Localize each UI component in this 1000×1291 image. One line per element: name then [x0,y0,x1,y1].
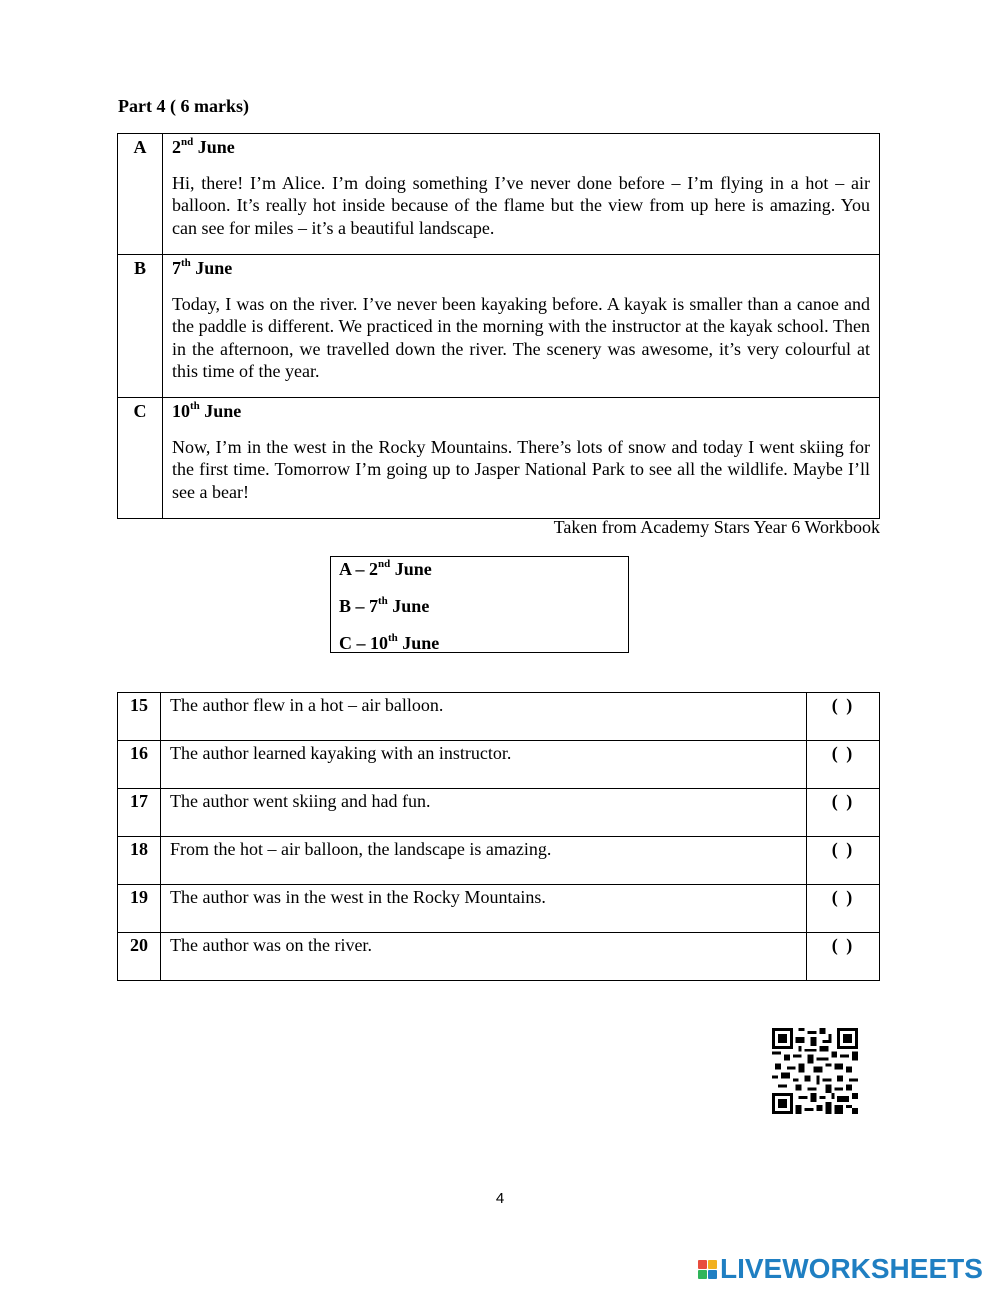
question-number: 15 [118,693,161,741]
question-number: 16 [118,741,161,789]
question-number: 20 [118,933,161,981]
answer-blank[interactable]: ( ) [807,885,880,933]
answer-blank[interactable]: ( ) [807,693,880,741]
liveworksheets-logo [698,1253,983,1285]
entry-text: Today, I was on the river. I’ve never been kayaking before. A kayak is smaller than a canoe and the paddle is different. We practiced in the morning with the instructor at the kayak school. Then in the afternoon, we travelled down the river. The scenery was awesome, it’s very colourful at this time of the year. [172,293,870,381]
key-item: A – 2nd June [339,558,432,579]
answer-blank[interactable]: ( ) [807,837,880,885]
diary-entries-table [117,133,880,519]
entry-letter: B [118,255,163,398]
answer-blank[interactable]: ( ) [807,789,880,837]
question-number: 17 [118,789,161,837]
question-statement: From the hot – air balloon, the landscape is amazing. [161,837,807,885]
page-number: 4 [495,1190,505,1207]
qr-code-icon [771,1028,859,1114]
question-statement: The author flew in a hot – air balloon. [161,693,807,741]
question-row [118,693,880,741]
question-row [118,741,880,789]
question-row [118,885,880,933]
question-row [118,837,880,885]
entry-date: 10th June [172,400,242,421]
question-number: 18 [118,837,161,885]
question-statement: The author went skiing and had fun. [161,789,807,837]
question-statement: The author learned kayaking with an instructor. [161,741,807,789]
question-number: 19 [118,885,161,933]
entry-date: 7th June [172,257,233,278]
part-title: Part 4 ( 6 marks) [118,96,249,116]
entry-body [163,134,880,255]
liveworksheets-wordmark: LIVEWORKSHEETS [720,1253,983,1284]
entry-date: 2nd June [172,136,235,157]
entry-row-b [118,255,880,398]
entry-body [163,255,880,398]
key-item: C – 10th June [339,632,440,653]
questions-table [117,692,880,981]
question-row [118,933,880,981]
key-item: B – 7th June [339,595,430,616]
entry-row-a [118,134,880,255]
question-row [118,789,880,837]
answer-blank[interactable]: ( ) [807,741,880,789]
liveworksheets-mark-icon [698,1260,717,1279]
entry-letter: C [118,398,163,519]
question-statement: The author was on the river. [161,933,807,981]
answer-key-box [330,556,629,653]
entry-body [163,398,880,519]
entry-text: Hi, there! I’m Alice. I’m doing something I’ve never done before – I’m flying in a hot – air balloon. It’s really hot inside because of the flame but the view from up here is amazing. You can see for miles – it’s a beautiful landscape. [172,172,870,238]
entry-row-c [118,398,880,519]
question-statement: The author was in the west in the Rocky Mountains. [161,885,807,933]
entry-text: Now, I’m in the west in the Rocky Mountains. There’s lots of snow and today I went skiing for the first time. Tomorrow I’m going up to Jasper National Park to see all the wildlife. Maybe I’ll see a bear! [172,436,870,502]
source-credit: Taken from Academy Stars Year 6 Workbook [553,517,880,537]
answer-blank[interactable]: ( ) [807,933,880,981]
entry-letter: A [118,134,163,255]
